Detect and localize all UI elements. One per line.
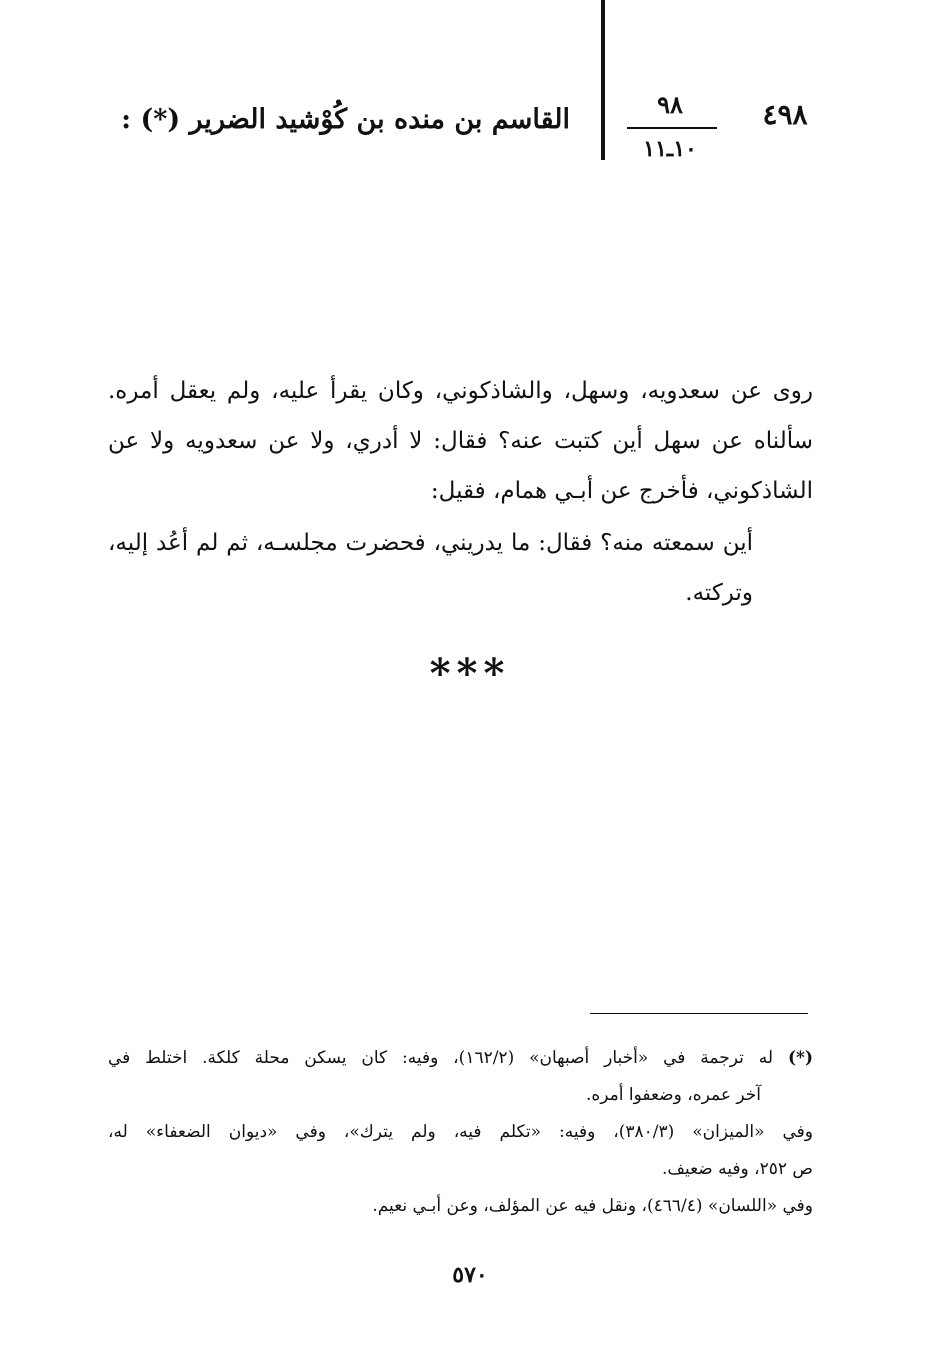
fraction-bar bbox=[627, 127, 717, 129]
fraction-bottom: ١٠ـ١١ bbox=[643, 136, 697, 162]
entry-title: القاسم بن منده بن كُوْشيد الضرير (*) : bbox=[121, 104, 570, 135]
body-paragraph-2: أين سمعته منه؟ فقال: ما يدريني، فحضرت مجلسـه، ثم لم أعُد إليه، وتركته. bbox=[108, 530, 753, 606]
footnote-rule bbox=[590, 1013, 808, 1014]
footnote-line-2: آخر عمره، وضعفوا أمره. bbox=[585, 1085, 761, 1105]
body-paragraph-1: روى عن سعدويه، وسهل، والشاذكوني، وكان يقرأ عليه، ولم يعقل أمره. سألناه عن سهل أين كتبت عنه؟ فقال: لا أدري، ولا عن سعدويه ولا عن الشاذكوني، فأخرج عن أبـي همام، فقيل: bbox=[108, 378, 813, 504]
footnote-line-4: ص ٢٥٢، وفيه ضعيف. bbox=[661, 1159, 813, 1179]
section-separator: *** bbox=[429, 650, 511, 697]
footnote-text-1: له ترجمة في «أخبار أصبهان» (١٦٢/٢)، وفيه: كان يسكن محلة كلكة. اختلط في bbox=[108, 1048, 774, 1068]
footnote-block bbox=[108, 1040, 813, 1225]
header-divider bbox=[601, 0, 605, 160]
footnote-line-1 bbox=[108, 1040, 813, 1077]
fraction-top: ٩٨ bbox=[657, 90, 683, 119]
page-number: ٥٧٠ bbox=[452, 1262, 488, 1288]
entry-number: ٤٩٨ bbox=[762, 98, 808, 131]
footnote-marker: (*) bbox=[788, 1048, 813, 1068]
footnote-line-5: وفي «اللسان» (٤٦٦/٤)، ونقل فيه عن المؤلف، وعن أبـي نعيم. bbox=[372, 1196, 813, 1216]
footnote-line-3: وفي «الميزان» (٣٨٠/٣)، وفيه: «تكلم فيه، ولم يترك»، وفي «ديوان الضعفاء» له، bbox=[108, 1122, 813, 1142]
